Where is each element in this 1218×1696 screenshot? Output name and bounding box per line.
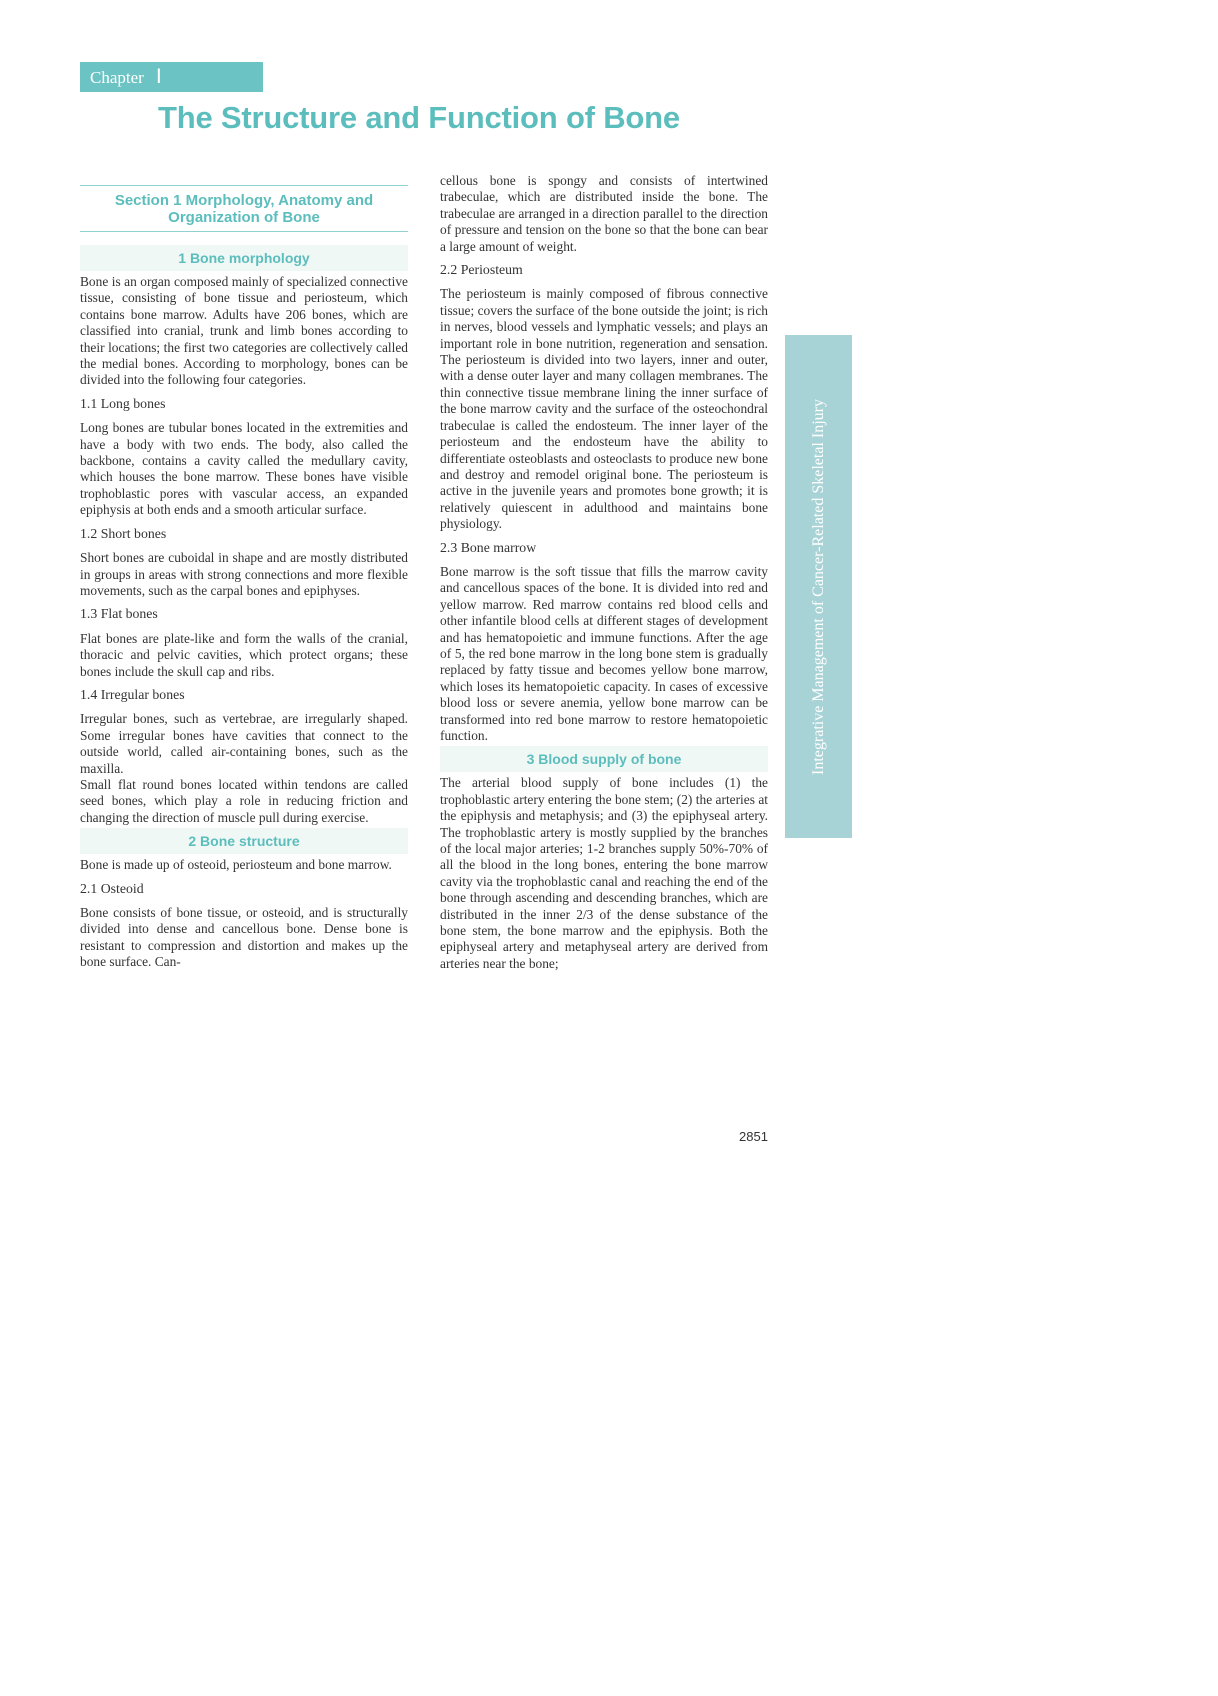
book-title-sidebar bbox=[785, 335, 852, 838]
paragraph: Flat bones are plate-like and form the walls of the cranial, thoracic and pelvic cavities, which protect organs; these bones include the skull cap and ribs. bbox=[80, 630, 408, 679]
paragraph: cellous bone is spongy and consists of intertwined trabeculae, which are distributed inside the bone. The trabeculae are arranged in a direction parallel to the direction of pressure and tension on the bone so that the bone can bear a large amount of weight. bbox=[440, 173, 768, 254]
page-number: 2851 bbox=[739, 1129, 768, 1144]
book-title: Integrative Management of Cancer-Related Skeletal Injury bbox=[809, 398, 827, 775]
subheading-osteoid: 2.1 Osteoid bbox=[80, 880, 144, 896]
paragraph: Short bones are cuboidal in shape and are mostly distributed in groups in areas with strong connections and more flexible movements, such as the carpal bones and epiphyses. bbox=[80, 550, 408, 598]
paragraph: The periosteum is mainly composed of fibrous connective tissue; covers the surface of the bone outside the joint; is rich in nerves, blood vessels and lymphatic vessels; and plays an important role in bone nutrition, regeneration and sensation. The periosteum is divided into two layers, inner and outer, with a dense outer layer and many collagen membranes. The thin connective tissue membrane lining the inner surface of the bone marrow cavity and the surface of the osteochondral trabeculae is called the endosteum. The inner layer of the periosteum and the endosteum have the ability to differentiate osteoblasts and osteoclasts to produce new bone and destroy and remodel original bone. The periosteum is active in the juvenile years and promotes bone growth; it is relatively quiescent in adulthood and maintains bone physiology. bbox=[440, 286, 768, 532]
chapter-number: Ⅰ bbox=[155, 66, 162, 88]
chapter-label-box bbox=[80, 62, 263, 92]
section-heading: Section 1 Morphology, Anatomy and Organization of Bone bbox=[80, 185, 408, 232]
paragraph: Irregular bones, such as vertebrae, are irregularly shaped. Some irregular bones have cavities that connect to the outside world, called air-containing bones, such as the maxilla. bbox=[80, 711, 408, 776]
heading-bone-structure: 2 Bone structure bbox=[80, 828, 408, 854]
subheading-flat-bones: 1.3 Flat bones bbox=[80, 606, 158, 622]
left-column bbox=[80, 185, 408, 978]
chapter-label: Chapter bbox=[90, 68, 144, 87]
paragraph: Bone marrow is the soft tissue that fills the marrow cavity and cancellous spaces of the bone. It is divided into red and yellow marrow. Red marrow contains red blood cells and other infantile blood cells at different stages of development and has hematopoietic and immune functions. After the age of 5, the red bone marrow in the long bone stem is gradually replaced by fatty tissue and becomes yellow bone marrow, which loses its hematopoietic capacity. In cases of excessive blood loss or severe anemia, yellow bone marrow can be transformed into red bone marrow to restore hematopoietic function. bbox=[440, 563, 768, 743]
paragraph: Bone is an organ composed mainly of specialized connective tissue, consisting of bone tissue and periosteum, which contains bone marrow. Adults have 206 bones, which are classified into cranial, trunk and limb bones according to their locations; the first two categories are collectively called the medial bones. According to morphology, bones can be divided into the following four categories. bbox=[80, 274, 408, 388]
paragraph: Long bones are tubular bones located in the extremities and have a body with two ends. The body, also called the backbone, contains a cavity called the medullary cavity, which houses the bone marrow. These bones have visible trophoblastic pores with vascular access, an expanded epiphysis at both ends and a smooth articular surface. bbox=[80, 420, 408, 518]
heading-blood-supply: 3 Blood supply of bone bbox=[440, 746, 768, 772]
subheading-short-bones: 1.2 Short bones bbox=[80, 525, 167, 541]
heading-bone-morphology: 1 Bone morphology bbox=[80, 245, 408, 271]
page-title: The Structure and Function of Bone bbox=[158, 100, 680, 135]
subheading-periosteum: 2.2 Periosteum bbox=[440, 262, 523, 278]
subheading-long-bones: 1.1 Long bones bbox=[80, 395, 166, 411]
paragraph: Bone is made up of osteoid, periosteum and bone marrow. bbox=[80, 857, 392, 873]
paragraph: Bone consists of bone tissue, or osteoid, and is structurally divided into dense and cancellous bone. Dense bone is resistant to compression and distortion and makes up the bone surface. Can- bbox=[80, 905, 408, 970]
paragraph: The arterial blood supply of bone includes (1) the trophoblastic artery entering the bone stem; (2) the arteries at the epiphysis and metaphysis; and (3) the epiphyseal artery. The trophoblastic artery is mostly supplied by the branches of the local major arteries; 1-2 branches supply 50%-70% of all the blood in the long bones, entering the bone marrow cavity via the trophoblastic canal and reaching the end of the bone through ascending and descending branches, which are distributed in the inner 2/3 of the dense substance of the bone stem, the bone marrow and the epiphysis. Both the epiphyseal artery and metaphyseal artery are derived from arteries near the bone; bbox=[440, 775, 768, 971]
subheading-bone-marrow: 2.3 Bone marrow bbox=[440, 539, 537, 555]
right-column bbox=[440, 173, 768, 979]
paragraph: Small flat round bones located within tendons are called seed bones, which play a role in reducing friction and changing the direction of muscle pull during exercise. bbox=[80, 776, 408, 825]
subheading-irregular-bones: 1.4 Irregular bones bbox=[80, 686, 185, 702]
